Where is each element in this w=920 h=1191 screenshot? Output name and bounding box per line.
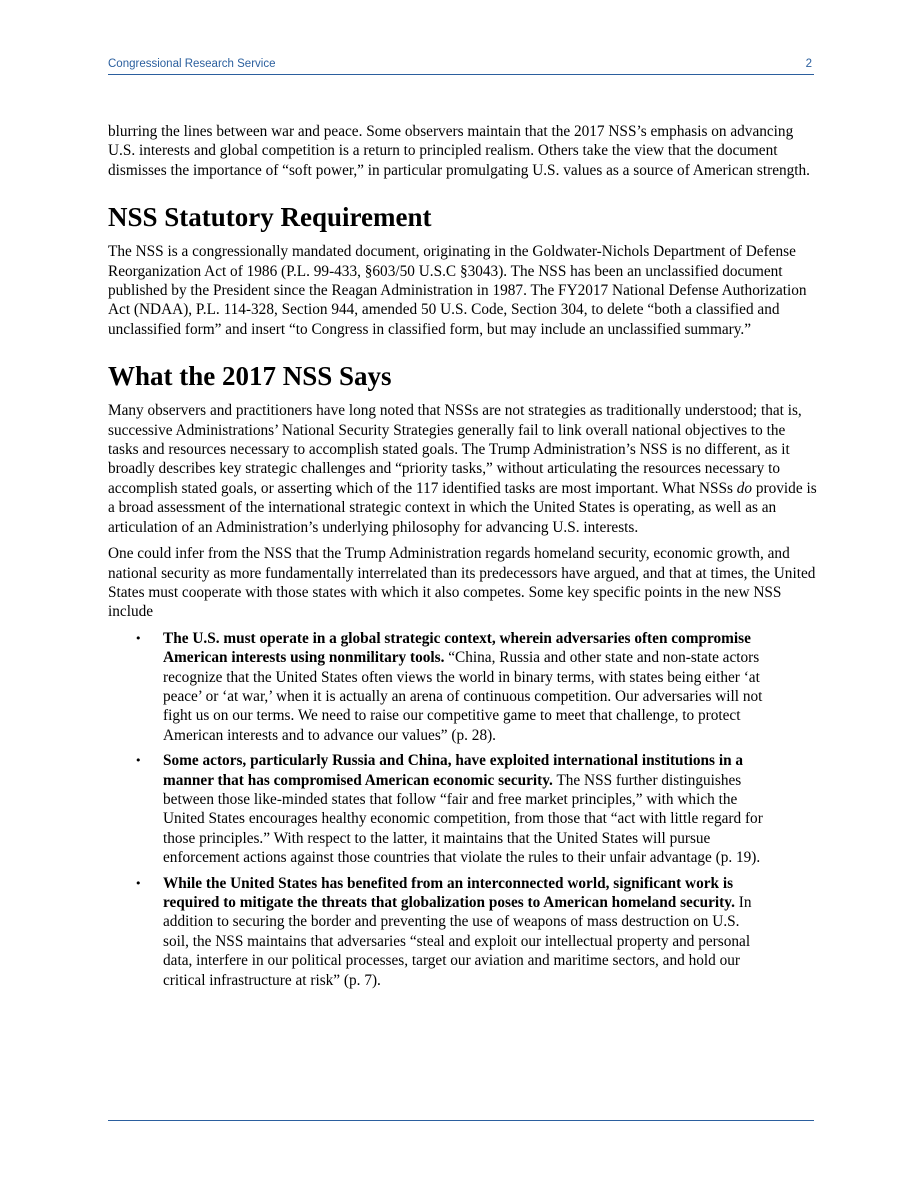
bullet-lead: The U.S. must operate in a global strategic context, wherein adversaries often compromise American interests using nonmilitary tools. <box>163 629 751 667</box>
statutory-paragraph: The NSS is a congressionally mandated document, originating in the Goldwater-Nichols Department of Defense Reorganization Act of 1986 (P.L. 99-433, §603/50 U.S.C §3043). The NSS has been an unclassified document published by the President since the Reagan Administration in 1987. The FY2017 National Defense Authorization Act (NDAA), P.L. 114-328, Section 944, amended 50 U.S. Code, Section 304, to delete “both a classified and unclassified form” and insert “to Congress in classified form, but may include an unclassified summary.” <box>108 243 807 338</box>
bullet-icon: • <box>135 876 142 890</box>
bullet-lead: While the United States has benefited from an interconnected world, significant work is required to mitigate the threats that globalization poses to American homeland security. <box>163 874 735 911</box>
emphasis-text: do <box>736 479 753 497</box>
bullet-lead: Some actors, particularly Russia and China, have exploited international institutions in a manner that has compromised American economic security. <box>163 752 744 789</box>
list-item <box>108 629 818 745</box>
page-number: 2 <box>805 58 812 70</box>
key-points-list <box>108 629 818 990</box>
list-item <box>108 751 818 867</box>
what-nss-says-paragraph-2: One could infer from the NSS that the Trump Administration regards homeland security, economic growth, and national security as more fundamentally interrelated than its predecessors have argued, and that at times, the United States must cooperate with those states with which it also competes. Some key specific points in the new NSS include <box>108 545 816 621</box>
bullet-icon: • <box>135 754 142 768</box>
what-nss-says-paragraph-1 <box>108 401 818 537</box>
list-item <box>108 874 818 990</box>
bullet-text: In addition to securing the border and preventing the use of weapons of mass destruction on U.S. soil, the NSS maintains that adversaries “steal and exploit our intellectual property and personal data, interfere in our political processes, target our aviation and maritime sectors, and hold our critical infrastructure at risk” (p. 7). <box>163 894 752 989</box>
bullet-text: The NSS further distinguishes between those like-minded states that follow “fair and free market principles,” with which the United States encourages healthy economic competition, from those that “act with little regard for those principles.” With respect to the latter, it maintains that the United States will pursue enforcement actions against those countries that violate the rules to their unfair advantage (p. 19). <box>163 771 763 867</box>
section-heading-statutory: NSS Statutory Requirement <box>108 202 432 233</box>
intro-paragraph: blurring the lines between war and peace. Some observers maintain that the 2017 NSS’s emphasis on advancing U.S. interests and global competition is a return to principled realism. Others take the view that the document dismisses the importance of “soft power,” in particular promulgating U.S. values as a source of American strength. <box>108 123 811 179</box>
page-header <box>108 58 814 75</box>
header-org-name: Congressional Research Service <box>108 58 276 70</box>
bullet-icon: • <box>135 631 142 645</box>
section-heading-what-nss-says: What the 2017 NSS Says <box>108 361 392 392</box>
bullet-text: “China, Russia and other state and non-state actors recognize that the United States often views the world in binary terms, with states being either ‘at peace’ or ‘at war,’ when it is actually an arena of continuous competition. Our adversaries will not fight us on our terms. We need to raise our competitive game to meet that challenge, to protect American interests and to advance our values” (p. 28). <box>163 649 763 744</box>
paragraph-text: Many observers and practitioners have long noted that NSSs are not strategies as traditionally understood; that is, successive Administrations’ National Security Strategies generally fail to link overall national objectives to the tasks and resources necessary to accomplish stated goals. The Trump Administration’s NSS is no different, as it broadly describes key strategic challenges and “priority tasks,” without articulating the resources necessary to accomplish stated goals, or asserting which of the 117 identified tasks are most important. What NSSs <box>108 402 802 497</box>
document-body <box>108 122 818 996</box>
footer-rule <box>108 1120 814 1121</box>
paragraph-text: provide is a broad assessment of the international strategic context in which the United States is operating, as well as an articulation of an Administration’s underlying philosophy for advancing U.S. interests. <box>108 479 817 536</box>
